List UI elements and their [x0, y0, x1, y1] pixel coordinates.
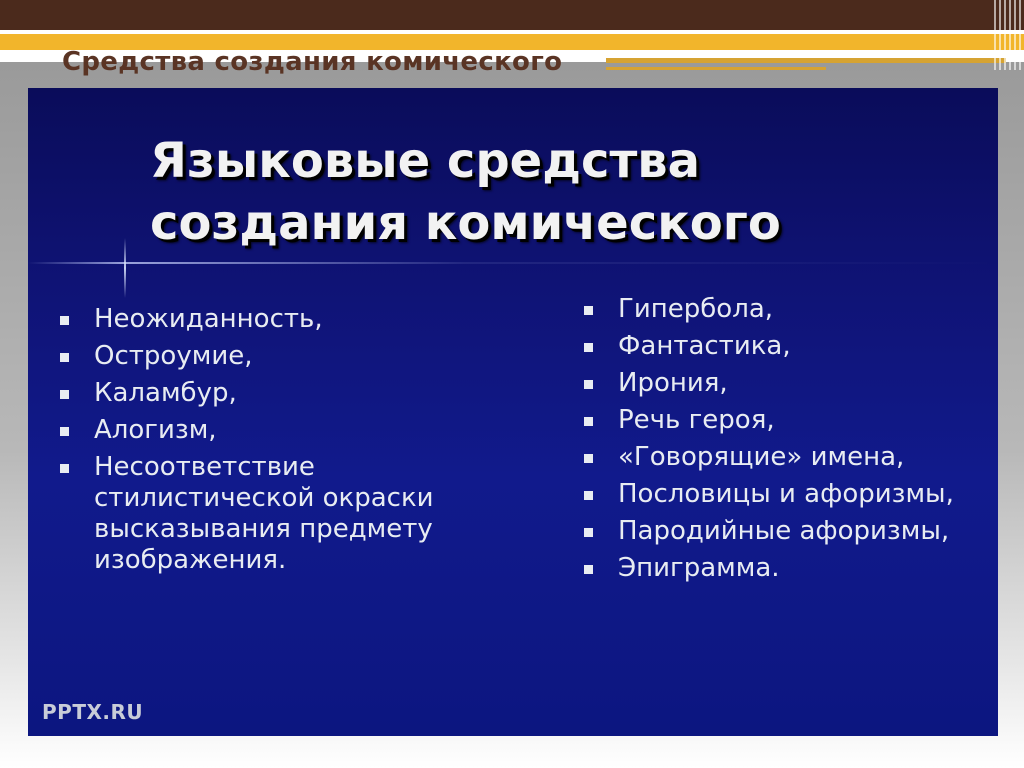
- list-item: Несоответствие стилистической окраски высказывания предмету изображения.: [60, 452, 480, 576]
- card-heading-line-2: создания комического: [150, 195, 781, 251]
- site-logo: PPTX.RU: [42, 700, 144, 724]
- list-item: Ирония,: [584, 368, 984, 399]
- right-list: [584, 294, 984, 590]
- list-item: Фантастика,: [584, 331, 984, 362]
- list-item: Каламбур,: [60, 378, 480, 409]
- sparkle-line-horizontal: [28, 262, 998, 264]
- card-heading: [150, 130, 781, 254]
- list-item: Пародийные афоризмы,: [584, 516, 984, 547]
- card-heading-line-1: Языковые средства: [150, 133, 701, 189]
- list-item: «Говорящие» имена,: [584, 442, 984, 473]
- left-list: [60, 304, 480, 582]
- gold-decor-line: [606, 58, 1006, 63]
- list-item: Неожиданность,: [60, 304, 480, 335]
- sparkle-line-vertical: [124, 238, 126, 298]
- list-item: Гипербола,: [584, 294, 984, 325]
- edge-decor-lines: [994, 0, 1024, 70]
- content-image: [28, 88, 998, 736]
- list-item: Эпиграмма.: [584, 553, 984, 584]
- gold-decor-line-secondary: [606, 67, 826, 70]
- list-item: Пословицы и афоризмы,: [584, 479, 984, 510]
- slide-title: Средства создания комического: [62, 47, 563, 77]
- top-decor-bar: [0, 0, 1024, 30]
- list-item: Алогизм,: [60, 415, 480, 446]
- list-item: Остроумие,: [60, 341, 480, 372]
- list-item: Речь героя,: [584, 405, 984, 436]
